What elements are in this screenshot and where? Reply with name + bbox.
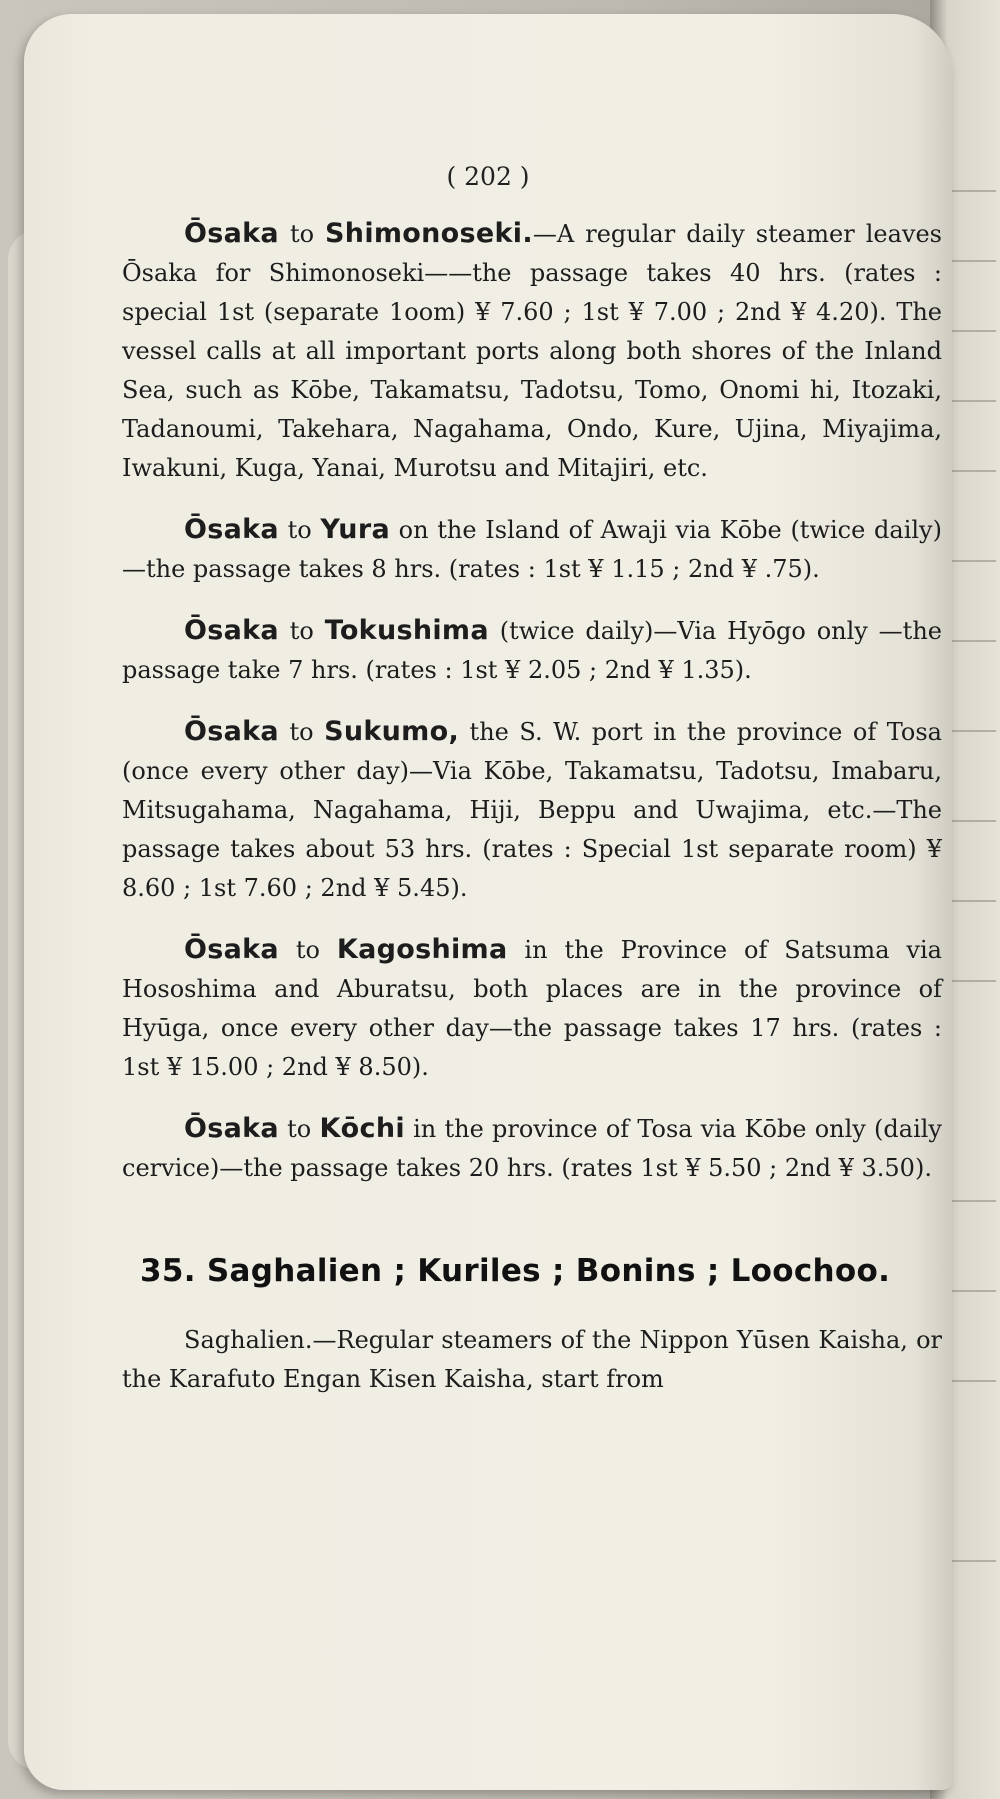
adjacent-text-fragment xyxy=(952,900,996,902)
route-to-word: to xyxy=(287,516,312,544)
route-paragraph xyxy=(122,214,942,488)
adjacent-text-fragment xyxy=(952,730,996,732)
route-description: in the Province of Satsuma via Hososhima and Aburatsu, both places are in the province of Hyūga, once every other day—the passage takes 17 hrs. (rates : 1st ¥ 15.00 ; 2nd ¥ 8.50). xyxy=(122,936,942,1081)
adjacent-text-fragment xyxy=(952,400,996,402)
page-number: ( 202 ) xyxy=(446,162,530,191)
route-destination: Tokushima xyxy=(324,615,489,646)
adjacent-text-fragment xyxy=(952,260,996,262)
route-paragraph xyxy=(122,1109,942,1188)
route-description: (twice daily)—Via Hyōgo only —the passage take 7 hrs. (rates : 1st ¥ 2.05 ; 2nd ¥ 1.35). xyxy=(122,617,942,684)
adjacent-text-fragment xyxy=(952,1200,996,1202)
page-text xyxy=(122,214,942,1421)
section-lead: Saghalien. xyxy=(184,1326,313,1354)
route-destination: Yura xyxy=(320,514,390,545)
route-destination: Kagoshima xyxy=(336,934,508,965)
route-origin: Ōsaka xyxy=(184,218,279,249)
route-description: on the Island of Awaji via Kōbe (twice daily)—the passage takes 8 hrs. (rates : 1st ¥ 1.15 ; 2nd ¥ .75). xyxy=(122,516,942,583)
route-origin: Ōsaka xyxy=(184,934,279,965)
route-description: in the province of Tosa via Kōbe only (daily cervice)—the passage takes 20 hrs. (rates 1st ¥ 5.50 ; 2nd ¥ 3.50). xyxy=(122,1115,942,1182)
route-origin: Ōsaka xyxy=(184,1113,279,1144)
route-to-word: to xyxy=(289,718,314,746)
adjacent-text-fragment xyxy=(952,330,996,332)
adjacent-text-fragment xyxy=(952,470,996,472)
route-paragraph xyxy=(122,930,942,1087)
adjacent-text-fragment xyxy=(952,1290,996,1292)
adjacent-text-fragment xyxy=(952,820,996,822)
route-to-word: to xyxy=(295,936,320,964)
route-destination: Shimonoseki. xyxy=(325,218,533,249)
adjacent-text-fragment xyxy=(952,640,996,642)
route-description: the S. W. port in the province of Tosa (once every other day)—Via Kōbe, Takamatsu, Tadotsu, Imabaru, Mitsugahama, Nagahama, Hiji, Beppu and Uwajima, etc.—The passage takes about 53 hrs. (rates : Special 1st separate room) ¥ 8.60 ; 1st 7.60 ; 2nd ¥ 5.45). xyxy=(122,718,942,902)
section-paragraph xyxy=(122,1321,942,1399)
adjacent-text-fragment xyxy=(952,1560,996,1562)
route-paragraph xyxy=(122,510,942,589)
route-destination: Kōchi xyxy=(319,1113,405,1144)
adjacent-text-fragment xyxy=(952,980,996,982)
adjacent-text-fragment xyxy=(952,560,996,562)
route-origin: Ōsaka xyxy=(184,716,279,747)
route-to-word: to xyxy=(289,617,314,645)
route-origin: Ōsaka xyxy=(184,615,279,646)
route-destination: Sukumo, xyxy=(324,716,459,747)
section-heading: 35. Saghalien ; Kuriles ; Bonins ; Loochoo. xyxy=(140,1253,891,1289)
route-origin: Ōsaka xyxy=(184,514,279,545)
route-to-word: to xyxy=(289,220,315,248)
route-paragraph xyxy=(122,712,942,908)
adjacent-text-fragment xyxy=(952,190,996,192)
route-description: —A regular daily steamer leaves Ōsaka for Shimonoseki——the passage takes 40 hrs. (rates : special 1st (separate 1oom) ¥ 7.60 ; 1st ¥ 7.00 ; 2nd ¥ 4.20). The vessel calls at all important ports along both shores of the Inland Sea, such as Kōbe, Takamatsu, Tadotsu, Tomo, Onomi hi, Itozaki, Tadanoumi, Takehara, Nagahama, Ondo, Kure, Ujina, Miyajima, Iwakuni, Kuga, Yanai, Murotsu and Mitajiri, etc. xyxy=(122,220,942,482)
route-paragraph xyxy=(122,611,942,690)
section-text: —Regular steamers of the Nippon Yūsen Kaisha, or the Karafuto Engan Kisen Kaisha, start from xyxy=(122,1326,942,1393)
route-to-word: to xyxy=(287,1115,312,1143)
adjacent-text-fragment xyxy=(952,1380,996,1382)
